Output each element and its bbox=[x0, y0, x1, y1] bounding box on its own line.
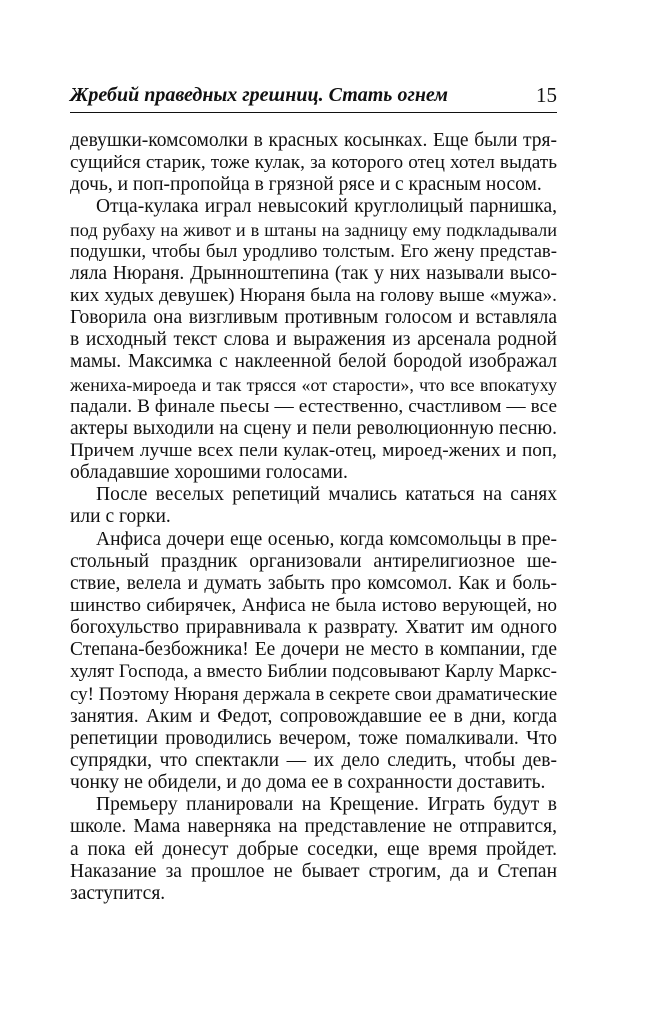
text-line: чонку не обидели, и до дома ее в сохранности доставить. bbox=[70, 772, 546, 794]
text-line: под рубаху на живот и в штаны на задницу ему подкладывали bbox=[70, 219, 557, 240]
body-text bbox=[70, 130, 557, 905]
text-line: школе. Мама наверняка на представление не отправится, bbox=[70, 816, 557, 838]
header-rule bbox=[70, 112, 557, 113]
text-line: подушки, чтобы был уродливо толстым. Его жену представ- bbox=[70, 240, 557, 262]
text-line: или с горки. bbox=[70, 506, 171, 528]
text-line: Премьеру планировали на Крещение. Играть будут в bbox=[96, 794, 557, 816]
page-header bbox=[70, 82, 557, 108]
text-line: дочь, и поп-пропойца в грязной рясе и с красным носом. bbox=[70, 174, 542, 196]
text-line: девушки-комсомолки в красных косынках. Еще были тря- bbox=[70, 130, 557, 151]
text-line: Отца-кулака играл невысокий круглолицый парнишка, bbox=[96, 196, 557, 218]
text-line: стольный праздник организовали антирелигиозное ше- bbox=[70, 550, 557, 572]
text-line: сущийся старик, тоже кулак, за которого отец хотел выдать bbox=[70, 152, 557, 174]
text-line: су! Поэтому Нюраня держала в секрете свои драматические bbox=[70, 683, 558, 705]
text-line: После веселых репетиций мчались кататься на санях bbox=[96, 484, 557, 506]
text-line: хулят Господа, а вместо Библии подсовывают Карлу Маркс- bbox=[70, 661, 557, 683]
text-line: ляла Нюраня. Дрынноштепина (так у них называли высо- bbox=[70, 262, 557, 284]
text-line: занятия. Аким и Федот, сопровождавшие ее в дни, когда bbox=[70, 705, 557, 727]
text-line: Причем лучше всех пели кулак-отец, мироед-жених и поп, bbox=[70, 439, 557, 461]
text-line: мамы. Максимка с наклеенной белой бородой изображал bbox=[70, 351, 557, 373]
text-line: актеры выходили на сцену и пели революционную песню. bbox=[70, 417, 557, 439]
text-line: обладавшие хорошими голосами. bbox=[70, 462, 348, 484]
text-line: богохульство приравнивала к разврату. Хватит им одного bbox=[70, 617, 557, 639]
text-line: падали. В финале пьесы — естественно, счастливом — все bbox=[70, 395, 557, 417]
text-line: репетиции проводились вечером, тоже помалкивали. Что bbox=[70, 727, 557, 749]
text-line: ствие, велела и думать забыть про комсомол. Как и боль- bbox=[70, 572, 557, 594]
text-line: заступится. bbox=[70, 882, 166, 904]
text-line: Наказание за прошлое не бывает строгим, да и Степан bbox=[70, 860, 557, 882]
text-line: Степана-безбожника! Ее дочери не место в компании, где bbox=[70, 639, 557, 661]
text-line: супрядки, что спектакли — их дело следить, чтобы дев- bbox=[70, 749, 557, 771]
text-line: ких худых девушек) Нюраня была на голову выше «мужа». bbox=[70, 284, 557, 306]
text-line: жениха-мироеда и так трясся «от старости», что все впокатуху bbox=[70, 374, 557, 395]
text-line: Анфиса дочери еще осенью, когда комсомольцы в пре- bbox=[96, 528, 557, 550]
text-line: шинство сибирячек, Анфиса не была истово верующей, но bbox=[70, 594, 557, 616]
text-line: в исходный текст слова и выражения из арсенала родной bbox=[70, 329, 557, 351]
page-number: 15 bbox=[536, 83, 557, 107]
text-line: Говорила она визгливым противным голосом и вставляла bbox=[70, 307, 557, 329]
running-title: Жребий праведных грешниц. Стать огнем bbox=[70, 84, 449, 106]
text-line: а пока ей донесут добрые соседки, еще время пройдет. bbox=[70, 838, 557, 860]
